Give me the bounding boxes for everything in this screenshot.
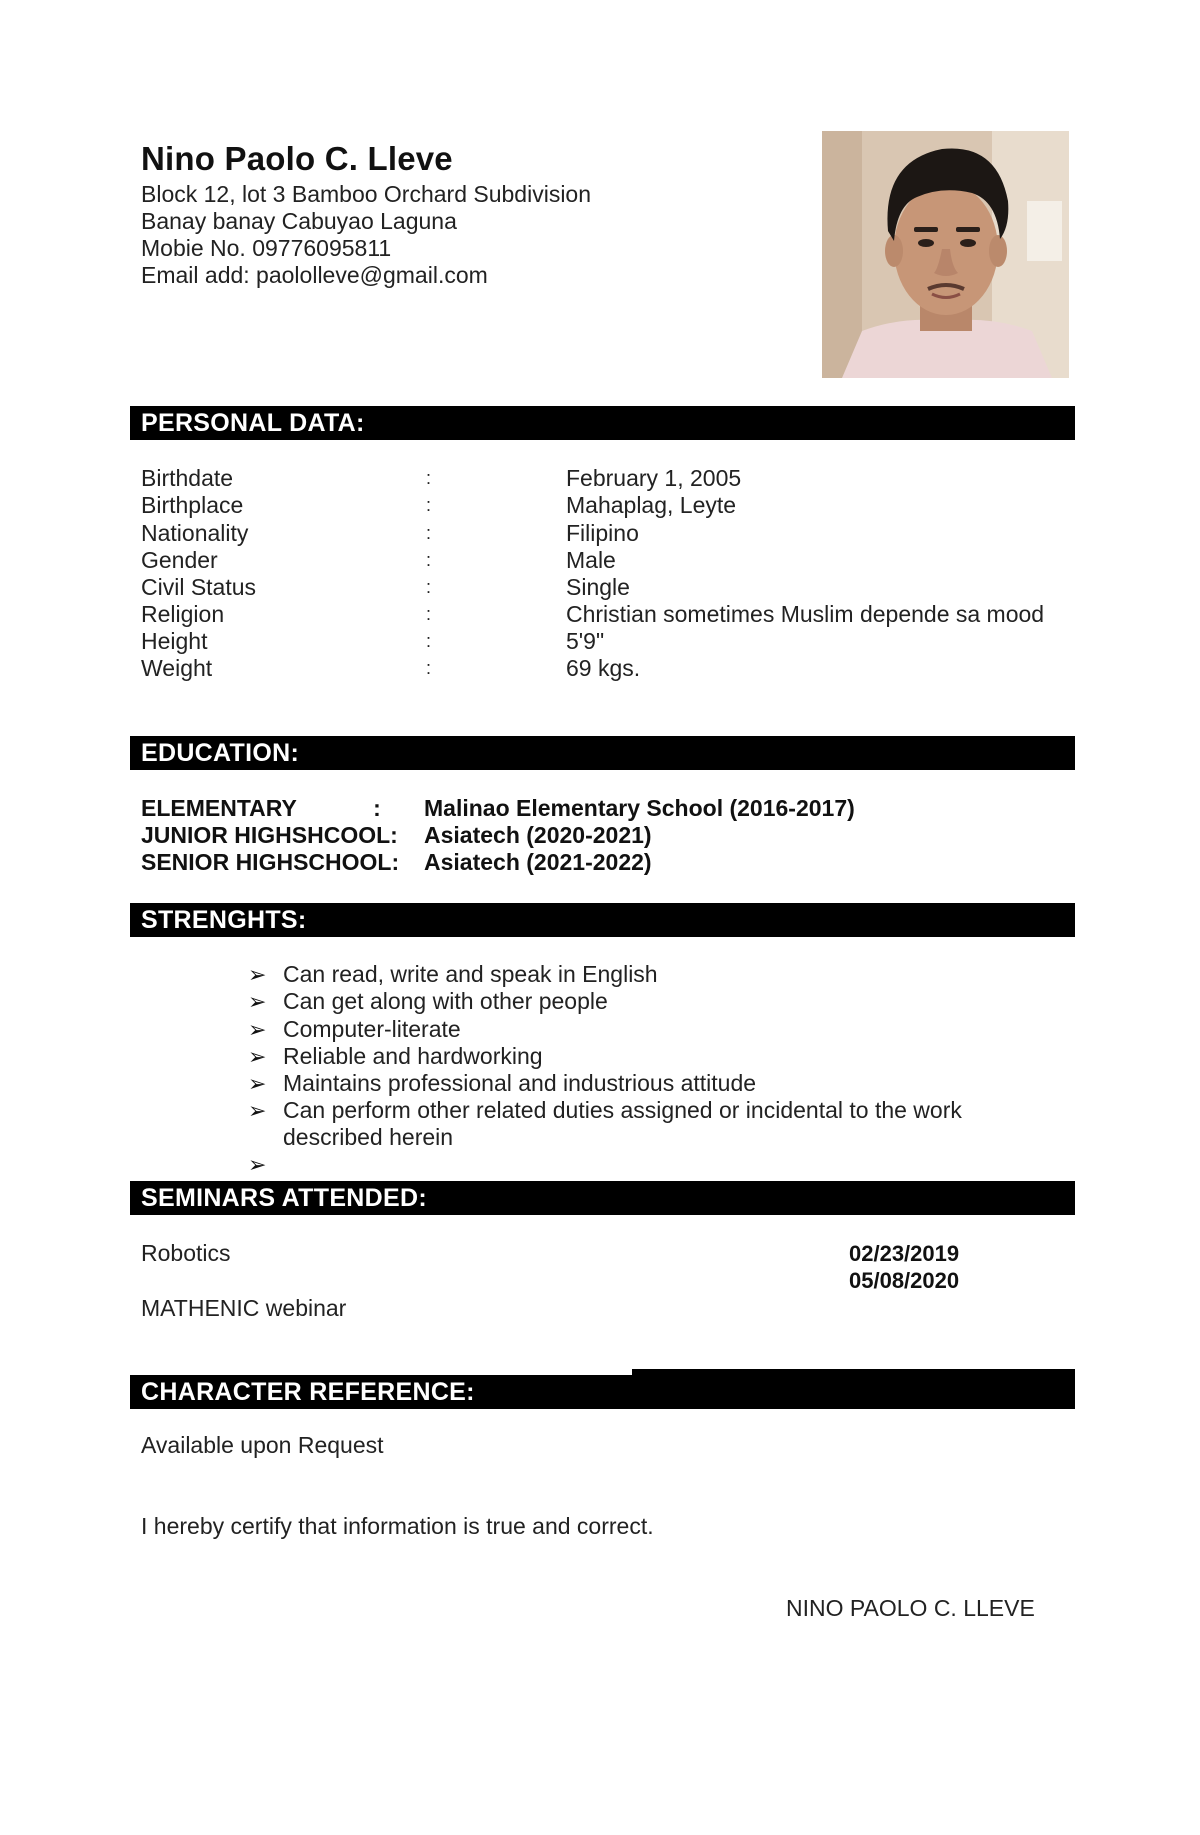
seminars-title: SEMINARS ATTENDED: xyxy=(141,1184,427,1212)
edu-label-senior-high: SENIOR HIGHSCHOOL: xyxy=(141,849,400,875)
pd-colon: : xyxy=(426,523,432,543)
edu-label-elementary: ELEMENTARY : xyxy=(141,795,381,821)
pd-value-religion: Christian sometimes Muslim depende sa mood xyxy=(566,601,1045,627)
pd-colon: : xyxy=(426,577,432,597)
address-line-2: Banay banay Cabuyao Laguna xyxy=(141,208,457,234)
arrow-bullet-icon: ➢ xyxy=(248,1152,267,1177)
pd-label-weight: Weight xyxy=(141,655,213,681)
edu-value-senior-high: Asiatech (2021-2022) xyxy=(424,849,652,875)
pd-value-gender: Male xyxy=(566,547,616,573)
reference-header xyxy=(130,1375,1075,1409)
seminar-date: 02/23/2019 xyxy=(849,1241,960,1266)
arrow-bullet-icon: ➢ xyxy=(248,1017,267,1042)
reference-title: CHARACTER REFERENCE: xyxy=(141,1378,475,1406)
edu-value-junior-high: Asiatech (2020-2021) xyxy=(424,822,652,848)
education-title: EDUCATION: xyxy=(141,739,300,767)
pd-value-weight: 69 kgs. xyxy=(566,655,641,681)
pd-colon: : xyxy=(426,658,432,678)
strength-item: Can perform other related duties assigned or incidental to the work xyxy=(283,1097,962,1123)
strength-item: Maintains professional and industrious attitude xyxy=(283,1070,757,1096)
arrow-bullet-icon: ➢ xyxy=(248,989,267,1014)
profile-photo xyxy=(822,131,1069,378)
certification-statement: I hereby certify that information is true and correct. xyxy=(141,1513,654,1539)
pd-value-height: 5'9" xyxy=(566,628,605,654)
personal-data-header xyxy=(130,406,1075,440)
edu-label-junior-high: JUNIOR HIGHSHCOOL: xyxy=(141,822,398,848)
reference-text: Available upon Request xyxy=(141,1432,384,1458)
strength-item: Can read, write and speak in English xyxy=(283,961,658,987)
pd-value-civil-status: Single xyxy=(566,574,630,600)
pd-colon: : xyxy=(426,468,432,488)
pd-colon: : xyxy=(426,495,432,515)
pd-value-birthdate: February 1, 2005 xyxy=(566,465,742,491)
pd-label-birthdate: Birthdate xyxy=(141,465,234,491)
pd-label-civil-status: Civil Status xyxy=(141,574,257,600)
personal-data-title: PERSONAL DATA: xyxy=(141,409,365,437)
pd-colon: : xyxy=(426,631,432,651)
strengths-header xyxy=(130,903,1075,937)
education-header xyxy=(130,736,1075,770)
arrow-bullet-icon: ➢ xyxy=(248,1098,267,1123)
arrow-bullet-icon: ➢ xyxy=(248,962,267,987)
edu-value-elementary: Malinao Elementary School (2016-2017) xyxy=(424,795,855,821)
pd-label-nationality: Nationality xyxy=(141,520,249,546)
arrow-bullet-icon: ➢ xyxy=(248,1044,267,1069)
signature-name: NINO PAOLO C. LLEVE xyxy=(786,1595,1035,1621)
address-line-1: Block 12, lot 3 Bamboo Orchard Subdivision xyxy=(141,181,592,207)
seminar-name: MATHENIC webinar xyxy=(141,1295,347,1321)
mobile-number: Mobie No. 09776095811 xyxy=(141,235,392,261)
strength-item: Computer-literate xyxy=(283,1016,461,1042)
seminars-header xyxy=(130,1181,1075,1215)
strength-item: Can get along with other people xyxy=(283,988,608,1014)
pd-colon: : xyxy=(426,550,432,570)
profile-photo-image xyxy=(822,131,1069,378)
pd-label-birthplace: Birthplace xyxy=(141,492,244,518)
contact-block xyxy=(141,181,591,289)
pd-colon: : xyxy=(426,604,432,624)
seminar-name: Robotics xyxy=(141,1240,231,1266)
strength-item-continuation: described herein xyxy=(283,1124,454,1150)
applicant-name: Nino Paolo C. Lleve xyxy=(141,140,453,177)
pd-value-nationality: Filipino xyxy=(566,520,639,546)
email-address: Email add: paololleve@gmail.com xyxy=(141,262,488,288)
pd-label-gender: Gender xyxy=(141,547,218,573)
seminar-date: 05/08/2020 xyxy=(849,1268,960,1293)
strength-item: Reliable and hardworking xyxy=(283,1043,543,1069)
pd-value-birthplace: Mahaplag, Leyte xyxy=(566,492,737,518)
arrow-bullet-icon: ➢ xyxy=(248,1071,267,1096)
strengths-title: STRENGHTS: xyxy=(141,906,307,934)
pd-label-height: Height xyxy=(141,628,208,654)
pd-label-religion: Religion xyxy=(141,601,225,627)
